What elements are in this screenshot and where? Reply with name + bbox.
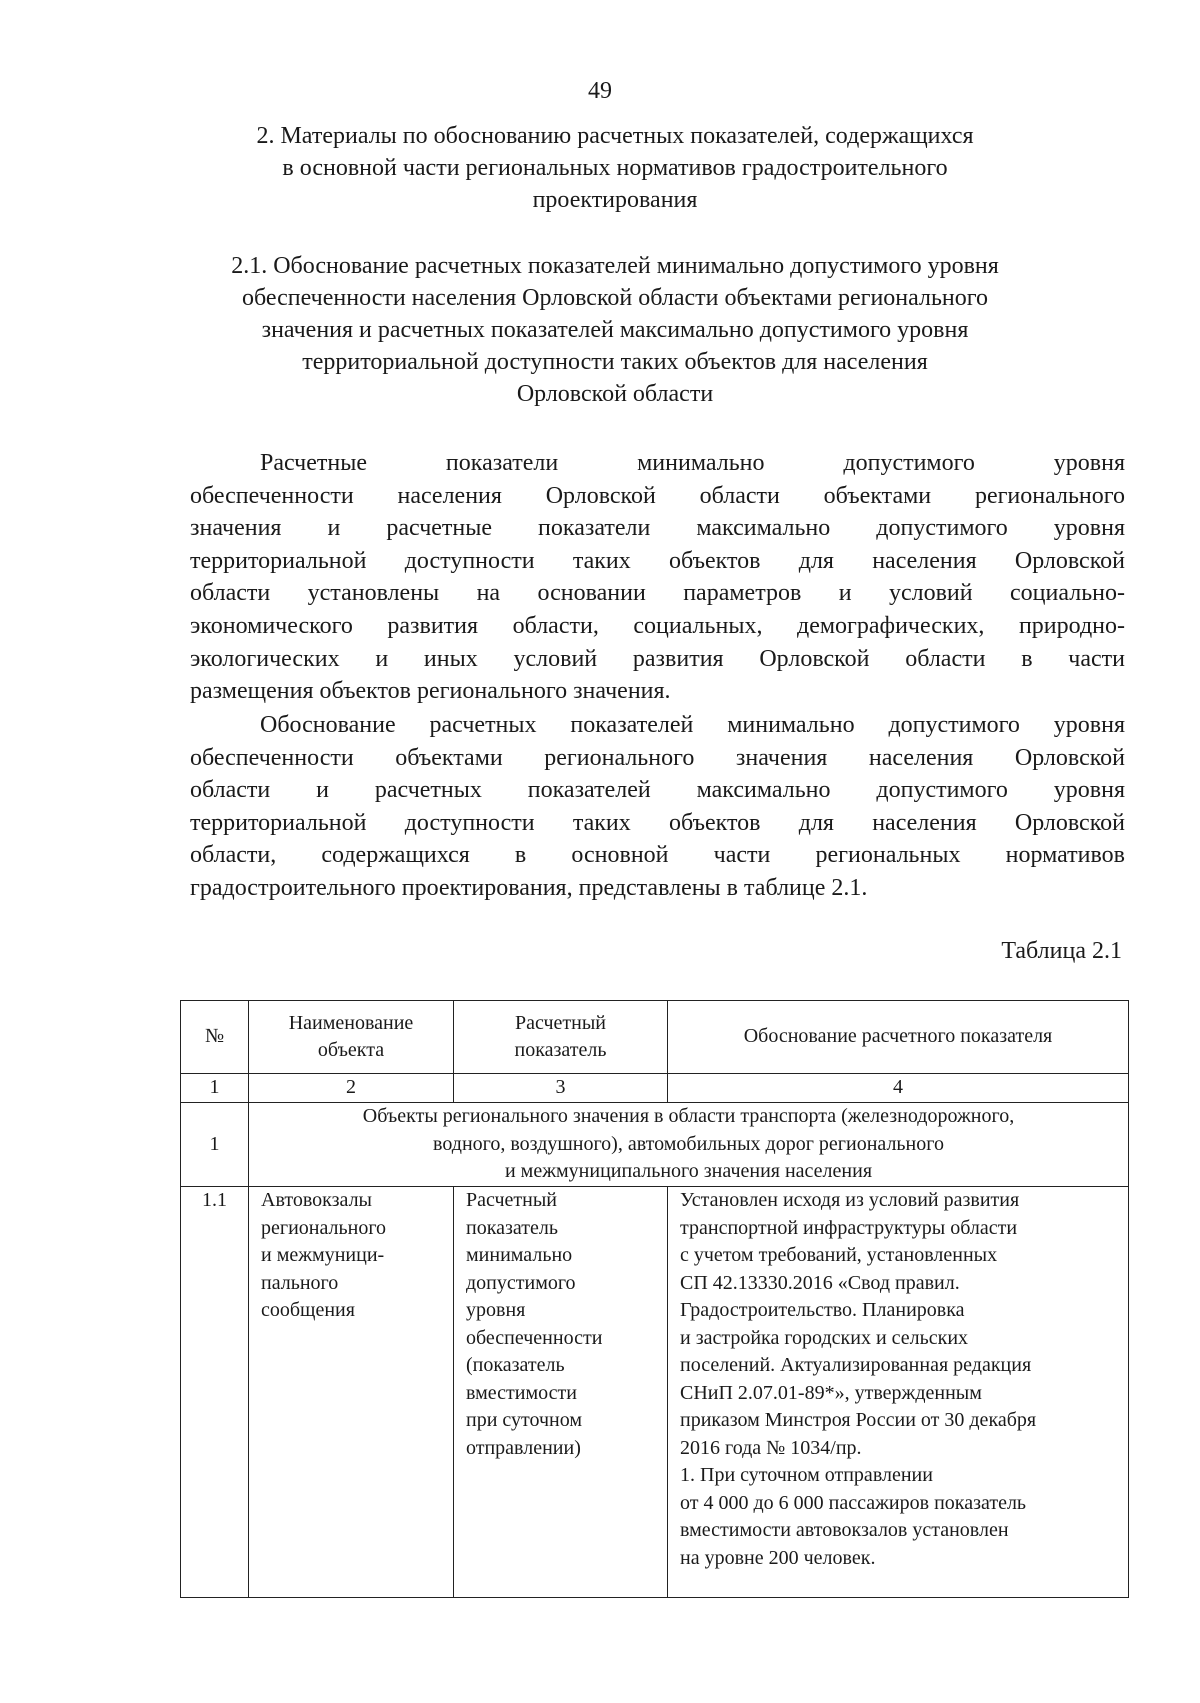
page-number: 49	[588, 78, 612, 104]
paragraph-line: Расчетные показатели минимально допустимого уровня	[260, 450, 1125, 476]
header-indicator: Расчетный показатель	[454, 1001, 668, 1074]
object-name-cell: Автовокзалы регионального и межмуници- пального сообщения	[249, 1187, 454, 1598]
paragraph-line: области и расчетных показателей максимально допустимого уровня	[190, 777, 1125, 804]
paragraph-2	[190, 709, 1125, 905]
table-section-row	[181, 1103, 1129, 1187]
heading-line: обеспеченности населения Орловской области объектами регионального	[241, 285, 989, 311]
paragraph-line: градостроительного проектирования, представлены в таблице 2.1.	[190, 874, 868, 901]
column-number: 1	[181, 1074, 249, 1103]
paragraph-line: области, содержащихся в основной части региональных нормативов	[190, 842, 1125, 869]
heading-line: 2.1. Обоснование расчетных показателей минимально допустимого уровня	[231, 253, 999, 279]
table-caption: Таблица 2.1	[1001, 938, 1122, 964]
row-number: 1.1	[181, 1187, 249, 1598]
justification-cell: Установлен исходя из условий развития транспортной инфраструктуры области с учетом требований, установленных СП 42.13330.2016 «Свод правил. Градостроительство. Планировка и застройка городских и сельских поселений. Актуализированная редакция СНиП 2.07.01-89*», утвержденным приказом Минстроя России от 30 декабря 2016 года № 1034/пр. 1. При суточном отправлении от 4 000 до 6 000 пассажиров показатель вместимости автовокзалов установлен на уровне 200 человек.	[668, 1187, 1129, 1598]
table-header-row	[181, 1001, 1129, 1074]
paragraph-1	[190, 447, 1125, 708]
header-number: №	[181, 1001, 249, 1074]
heading-line: в основной части региональных нормативов градостроительного	[282, 155, 948, 181]
table-row	[181, 1187, 1129, 1598]
paragraph-line: экономического развития области, социальных, демографических, природно-	[190, 612, 1125, 639]
paragraph-line: обеспеченности объектами регионального значения населения Орловской	[190, 744, 1125, 771]
subsection-heading	[180, 250, 1050, 410]
paragraph-line: размещения объектов регионального значения.	[190, 678, 671, 705]
heading-line: значения и расчетных показателей максимально допустимого уровня	[261, 317, 969, 343]
section-heading	[180, 120, 1050, 216]
column-number: 2	[249, 1074, 454, 1103]
indicator-cell: Расчетный показатель минимально допустимого уровня обеспеченности (показатель вместимости при суточном отправлении)	[454, 1187, 668, 1598]
paragraph-line: области установлены на основании параметров и условий социально-	[190, 580, 1125, 607]
paragraph-line: экологических и иных условий развития Орловской области в части	[190, 645, 1125, 672]
paragraph-line: обеспеченности населения Орловской области объектами регионального	[190, 482, 1125, 509]
heading-line: 2. Материалы по обоснованию расчетных показателей, содержащихся	[256, 123, 974, 149]
paragraph-line: значения и расчетные показатели максимально допустимого уровня	[190, 515, 1125, 542]
paragraph-line: территориальной доступности таких объектов для населения Орловской	[190, 809, 1125, 836]
column-number: 4	[668, 1074, 1129, 1103]
header-object-name: Наименование объекта	[249, 1001, 454, 1074]
heading-line: территориальной доступности таких объектов для населения	[302, 349, 928, 375]
heading-line: проектирования	[532, 187, 698, 213]
paragraph-line: Обоснование расчетных показателей минимально допустимого уровня	[260, 712, 1125, 738]
column-number-row	[181, 1074, 1129, 1103]
standards-table	[180, 1000, 1129, 1598]
column-number: 3	[454, 1074, 668, 1103]
heading-line: Орловской области	[516, 381, 714, 407]
paragraph-line: территориальной доступности таких объектов для населения Орловской	[190, 547, 1125, 574]
section-title: Объекты регионального значения в области транспорта (железнодорожного, водного, воздушного), автомобильных дорог регионального и межмуниципального значения населения	[249, 1103, 1129, 1187]
header-justification: Обоснование расчетного показателя	[668, 1001, 1129, 1074]
section-number: 1	[181, 1103, 249, 1187]
